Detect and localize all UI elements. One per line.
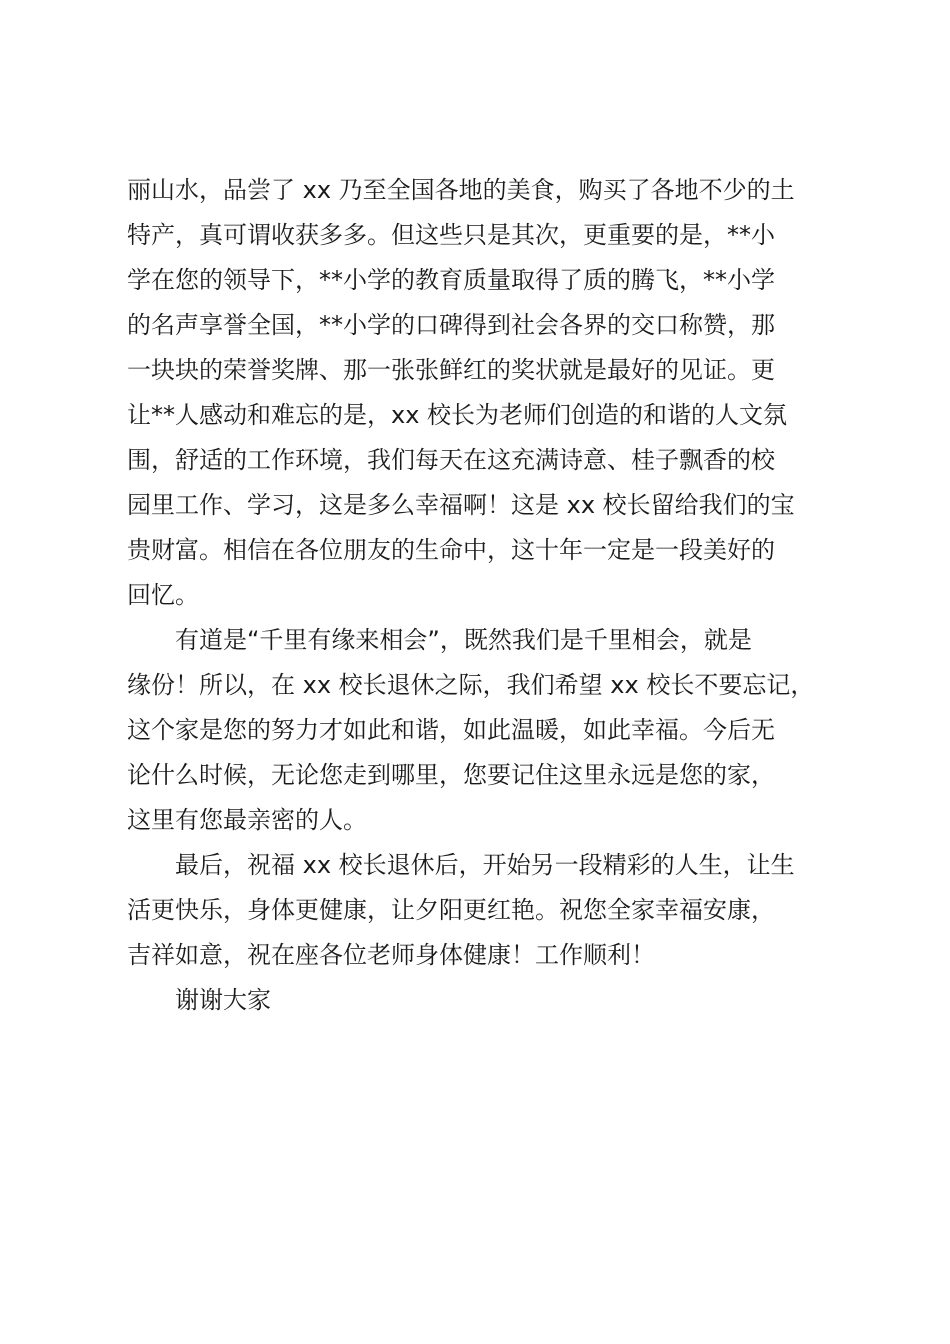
paragraph-line: 活更快乐，身体更健康，让夕阳更红艳。祝您全家幸福安康， <box>127 896 775 924</box>
paragraph-1 <box>127 168 839 618</box>
document-body <box>127 168 839 1023</box>
paragraph-line: 有道是“千里有缘来相会”，既然我们是千里相会，就是 <box>175 626 752 654</box>
paragraph-line: 吉祥如意，祝在座各位老师身体健康！工作顺利！ <box>127 941 655 969</box>
paragraph-line: 论什么时候，无论您走到哪里，您要记住这里永远是您的家， <box>127 761 775 789</box>
paragraph-line: 丽山水，品尝了 xx 乃至全国各地的美食，购买了各地不少的土 <box>127 176 795 204</box>
paragraph-line: 特产，真可谓收获多多。但这些只是其次，更重要的是，**小 <box>127 221 775 249</box>
paragraph-line: 一块块的荣誉奖牌、那一张张鲜红的奖状就是最好的见证。更 <box>127 356 775 384</box>
paragraph-line: 的名声享誉全国，**小学的口碑得到社会各界的交口称赞，那 <box>127 311 775 339</box>
paragraph-line: 学在您的领导下，**小学的教育质量取得了质的腾飞，**小学 <box>127 266 775 294</box>
paragraph-line: 贵财富。相信在各位朋友的生命中，这十年一定是一段美好的 <box>127 536 775 564</box>
paragraph-line: 最后，祝福 xx 校长退休后，开始另一段精彩的人生，让生 <box>175 851 795 879</box>
closing-paragraph <box>127 978 839 1023</box>
paragraph-line: 这里有您最亲密的人。 <box>127 806 367 834</box>
paragraph-3 <box>127 843 839 978</box>
paragraph-line: 这个家是您的努力才如此和谐，如此温暖，如此幸福。今后无 <box>127 716 775 744</box>
paragraph-line: 让**人感动和难忘的是，xx 校长为老师们创造的和谐的人文氛 <box>127 401 788 429</box>
paragraph-line: 围，舒适的工作环境，我们每天在这充满诗意、桂子飘香的校 <box>127 446 775 474</box>
paragraph-line: 缘份！所以，在 xx 校长退休之际，我们希望 xx 校长不要忘记， <box>127 671 815 699</box>
closing-line: 谢谢大家 <box>175 986 271 1014</box>
paragraph-2 <box>127 618 839 843</box>
paragraph-line: 回忆。 <box>127 581 199 609</box>
paragraph-line: 园里工作、学习，这是多么幸福啊！这是 xx 校长留给我们的宝 <box>127 491 795 519</box>
